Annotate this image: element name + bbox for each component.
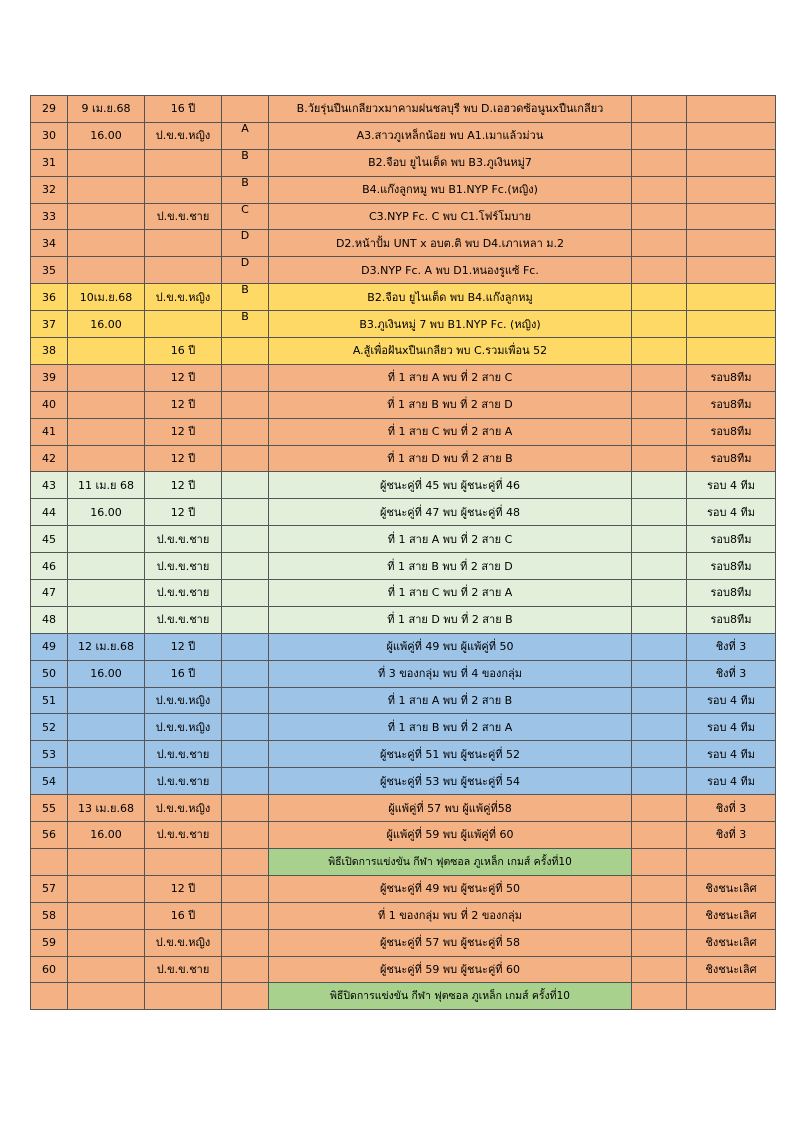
round-note-cell: ชิงที่ 3 <box>687 795 776 822</box>
category-cell: 12 ปี <box>145 633 222 660</box>
empty-cell <box>632 149 687 176</box>
date-cell <box>68 687 145 714</box>
match-number-cell: 50 <box>31 660 68 687</box>
round-note-cell: รอบ8ทีม <box>687 391 776 418</box>
match-number-cell: 30 <box>31 122 68 149</box>
empty-cell <box>632 553 687 580</box>
category-cell: ป.ข.ข.ชาย <box>145 526 222 553</box>
group-cell <box>222 338 269 365</box>
date-cell <box>68 714 145 741</box>
match-cell: ผู้แพ้คู่ที่ 49 พบ ผู้แพ้คู่ที่ 50 <box>269 633 632 660</box>
category-cell: ป.ข.ข.หญิง <box>145 687 222 714</box>
date-cell: 13 เม.ย.68 <box>68 795 145 822</box>
category-cell: ป.ข.ข.ชาย <box>145 768 222 795</box>
match-cell: ผู้ชนะคู่ที่ 59 พบ ผู้ชนะคู่ที่ 60 <box>269 956 632 983</box>
date-cell <box>68 875 145 902</box>
match-cell: B3.ภูเงินหมู่ 7 พบ B1.NYP Fc. (หญิง) <box>269 311 632 338</box>
category-cell <box>145 230 222 257</box>
table-row <box>31 149 776 176</box>
group-cell: B <box>222 284 269 311</box>
group-cell <box>222 741 269 768</box>
date-cell <box>68 526 145 553</box>
match-cell: พิธีเปิดการแข่งขัน กีฬา ฟุตซอล ภูเหล็ก เกมส์ ครั้งที่10 <box>269 848 632 875</box>
match-cell: ผู้ชนะคู่ที่ 53 พบ ผู้ชนะคู่ที่ 54 <box>269 768 632 795</box>
match-cell: A3.สาวภูเหล็กน้อย พบ A1.เมาแล้วม่วน <box>269 122 632 149</box>
round-note-cell: ชิงที่ 3 <box>687 822 776 849</box>
match-number-cell: 58 <box>31 902 68 929</box>
empty-cell <box>632 606 687 633</box>
match-cell: ที่ 3 ของกลุ่ม พบ ที่ 4 ของกลุ่ม <box>269 660 632 687</box>
round-note-cell: รอบ8ทีม <box>687 553 776 580</box>
match-number-cell: 51 <box>31 687 68 714</box>
date-cell: 10เม.ย.68 <box>68 284 145 311</box>
round-note-cell <box>687 257 776 284</box>
round-note-cell: รอบ8ทีม <box>687 445 776 472</box>
category-cell: ป.ข.ข.หญิง <box>145 284 222 311</box>
match-number-cell: 34 <box>31 230 68 257</box>
category-cell: ป.ข.ข.หญิง <box>145 795 222 822</box>
round-note-cell <box>687 848 776 875</box>
match-cell: B.วัยรุ่นปืนเกลียวxมาคามฝนชลบุรี พบ D.เอฮวดซ้อนูนxปืนเกลียว <box>269 96 632 123</box>
match-cell: A.สู้เพื่อฝันxปืนเกลียว พบ C.รวมเพื่อน 52 <box>269 338 632 365</box>
schedule-table <box>30 95 776 1010</box>
match-cell: ที่ 1 สาย D พบ ที่ 2 สาย B <box>269 445 632 472</box>
date-cell <box>68 149 145 176</box>
category-cell <box>145 149 222 176</box>
match-number-cell: 59 <box>31 929 68 956</box>
table-row <box>31 472 776 499</box>
table-row <box>31 822 776 849</box>
date-cell: 9 เม.ย.68 <box>68 96 145 123</box>
table-row <box>31 633 776 660</box>
round-note-cell: ชิงชนะเลิศ <box>687 875 776 902</box>
table-row <box>31 96 776 123</box>
group-cell <box>222 391 269 418</box>
match-cell: ผู้ชนะคู่ที่ 57 พบ ผู้ชนะคู่ที่ 58 <box>269 929 632 956</box>
round-note-cell: ชิงชนะเลิศ <box>687 956 776 983</box>
category-cell: 16 ปี <box>145 902 222 929</box>
round-note-cell: รอบ 4 ทีม <box>687 741 776 768</box>
round-note-cell: รอบ 4 ทีม <box>687 714 776 741</box>
group-cell <box>222 875 269 902</box>
group-cell <box>222 499 269 526</box>
category-cell: 12 ปี <box>145 499 222 526</box>
date-cell: 16.00 <box>68 122 145 149</box>
match-cell: C3.NYP Fc. C พบ C1.โฟร์โมบาย <box>269 203 632 230</box>
match-cell: ที่ 1 สาย B พบ ที่ 2 สาย D <box>269 391 632 418</box>
table-row <box>31 553 776 580</box>
empty-cell <box>632 526 687 553</box>
group-cell: B <box>222 176 269 203</box>
match-number-cell: 35 <box>31 257 68 284</box>
match-number-cell: 33 <box>31 203 68 230</box>
group-cell <box>222 633 269 660</box>
table-row <box>31 391 776 418</box>
round-note-cell: รอบ8ทีม <box>687 580 776 607</box>
date-cell <box>68 203 145 230</box>
match-cell: ที่ 1 สาย C พบ ที่ 2 สาย A <box>269 418 632 445</box>
match-number-cell: 48 <box>31 606 68 633</box>
group-cell <box>222 929 269 956</box>
category-cell: ป.ข.ข.ชาย <box>145 606 222 633</box>
category-cell: 12 ปี <box>145 364 222 391</box>
table-row <box>31 875 776 902</box>
round-note-cell: รอบ8ทีม <box>687 606 776 633</box>
empty-cell <box>632 687 687 714</box>
empty-cell <box>632 714 687 741</box>
category-cell: 16 ปี <box>145 96 222 123</box>
date-cell <box>68 902 145 929</box>
match-number-cell: 39 <box>31 364 68 391</box>
date-cell: 16.00 <box>68 311 145 338</box>
match-number-cell: 46 <box>31 553 68 580</box>
table-row <box>31 660 776 687</box>
table-row <box>31 902 776 929</box>
category-cell: 12 ปี <box>145 418 222 445</box>
category-cell: 12 ปี <box>145 875 222 902</box>
round-note-cell <box>687 176 776 203</box>
table-row <box>31 284 776 311</box>
group-cell <box>222 660 269 687</box>
group-cell: D <box>222 257 269 284</box>
match-number-cell: 56 <box>31 822 68 849</box>
table-row <box>31 364 776 391</box>
category-cell <box>145 311 222 338</box>
group-cell: C <box>222 203 269 230</box>
match-cell: ผู้ชนะคู่ที่ 51 พบ ผู้ชนะคู่ที่ 52 <box>269 741 632 768</box>
date-cell <box>68 929 145 956</box>
match-cell: พิธีปิดการแข่งขัน กีฬา ฟุตซอล ภูเหล็ก เกมส์ ครั้งที่10 <box>269 983 632 1010</box>
group-cell <box>222 902 269 929</box>
empty-cell <box>632 848 687 875</box>
ceremony-row <box>31 848 776 875</box>
table-row <box>31 445 776 472</box>
round-note-cell: รอบ 4 ทีม <box>687 499 776 526</box>
empty-cell <box>632 499 687 526</box>
date-cell: 16.00 <box>68 660 145 687</box>
round-note-cell <box>687 122 776 149</box>
round-note-cell <box>687 230 776 257</box>
empty-cell <box>632 983 687 1010</box>
match-cell: ที่ 1 สาย C พบ ที่ 2 สาย A <box>269 580 632 607</box>
table-row <box>31 499 776 526</box>
date-cell <box>68 956 145 983</box>
match-number-cell: 55 <box>31 795 68 822</box>
category-cell: 16 ปี <box>145 338 222 365</box>
date-cell <box>68 580 145 607</box>
empty-cell <box>632 176 687 203</box>
match-number-cell <box>31 983 68 1010</box>
round-note-cell <box>687 983 776 1010</box>
category-cell: ป.ข.ข.ชาย <box>145 956 222 983</box>
match-cell: ที่ 1 สาย A พบ ที่ 2 สาย C <box>269 526 632 553</box>
empty-cell <box>632 445 687 472</box>
date-cell <box>68 364 145 391</box>
group-cell <box>222 526 269 553</box>
table-row <box>31 580 776 607</box>
match-cell: ที่ 1 สาย A พบ ที่ 2 สาย C <box>269 364 632 391</box>
category-cell: ป.ข.ข.หญิง <box>145 122 222 149</box>
round-note-cell <box>687 149 776 176</box>
category-cell: ป.ข.ข.ชาย <box>145 203 222 230</box>
table-row <box>31 795 776 822</box>
date-cell <box>68 257 145 284</box>
match-cell: ผู้แพ้คู่ที่ 57 พบ ผู้แพ้คู่ที่58 <box>269 795 632 822</box>
match-number-cell: 41 <box>31 418 68 445</box>
empty-cell <box>632 96 687 123</box>
group-cell <box>222 472 269 499</box>
round-note-cell: ชิงที่ 3 <box>687 660 776 687</box>
empty-cell <box>632 391 687 418</box>
date-cell <box>68 741 145 768</box>
table-row <box>31 122 776 149</box>
group-cell <box>222 795 269 822</box>
group-cell <box>222 364 269 391</box>
match-cell: D3.NYP Fc. A พบ D1.หนองรูแซ้ Fc. <box>269 257 632 284</box>
match-number-cell: 38 <box>31 338 68 365</box>
match-cell: ผู้ชนะคู่ที่ 47 พบ ผู้ชนะคู่ที่ 48 <box>269 499 632 526</box>
table-row <box>31 768 776 795</box>
match-number-cell: 36 <box>31 284 68 311</box>
table-row <box>31 257 776 284</box>
round-note-cell: ชิงชนะเลิศ <box>687 929 776 956</box>
table-row <box>31 741 776 768</box>
date-cell <box>68 418 145 445</box>
round-note-cell <box>687 311 776 338</box>
category-cell: ป.ข.ข.ชาย <box>145 822 222 849</box>
group-cell <box>222 445 269 472</box>
empty-cell <box>632 795 687 822</box>
table-row <box>31 956 776 983</box>
category-cell <box>145 983 222 1010</box>
match-number-cell: 57 <box>31 875 68 902</box>
empty-cell <box>632 418 687 445</box>
category-cell: ป.ข.ข.หญิง <box>145 714 222 741</box>
date-cell: 16.00 <box>68 822 145 849</box>
schedule-body <box>31 96 776 1010</box>
round-note-cell: รอบ8ทีม <box>687 418 776 445</box>
match-cell: ที่ 1 ของกลุ่ม พบ ที่ 2 ของกลุ่ม <box>269 902 632 929</box>
empty-cell <box>632 472 687 499</box>
group-cell <box>222 553 269 580</box>
group-cell: B <box>222 311 269 338</box>
match-cell: D2.หน้าปั้ม UNT x อบต.ติ พบ D4.เภาเหลา ม.2 <box>269 230 632 257</box>
group-cell <box>222 96 269 123</box>
round-note-cell: รอบ 4 ทีม <box>687 687 776 714</box>
match-number-cell: 37 <box>31 311 68 338</box>
match-number-cell: 44 <box>31 499 68 526</box>
date-cell <box>68 338 145 365</box>
group-cell <box>222 768 269 795</box>
match-number-cell: 47 <box>31 580 68 607</box>
date-cell <box>68 445 145 472</box>
group-cell <box>222 687 269 714</box>
table-row <box>31 176 776 203</box>
table-row <box>31 929 776 956</box>
match-cell: ที่ 1 สาย B พบ ที่ 2 สาย A <box>269 714 632 741</box>
table-row <box>31 418 776 445</box>
group-cell: B <box>222 149 269 176</box>
empty-cell <box>632 230 687 257</box>
match-number-cell: 40 <box>31 391 68 418</box>
match-cell: ผู้แพ้คู่ที่ 59 พบ ผู้แพ้คู่ที่ 60 <box>269 822 632 849</box>
match-cell: B2.จือบ ยูไนเต็ด พบ B3.ภูเงินหมู่7 <box>269 149 632 176</box>
match-number-cell: 53 <box>31 741 68 768</box>
match-number-cell: 29 <box>31 96 68 123</box>
group-cell <box>222 848 269 875</box>
empty-cell <box>632 284 687 311</box>
date-cell <box>68 848 145 875</box>
group-cell <box>222 714 269 741</box>
empty-cell <box>632 741 687 768</box>
empty-cell <box>632 768 687 795</box>
date-cell <box>68 553 145 580</box>
table-row <box>31 230 776 257</box>
match-number-cell: 49 <box>31 633 68 660</box>
match-number-cell: 32 <box>31 176 68 203</box>
table-row <box>31 714 776 741</box>
group-cell: A <box>222 122 269 149</box>
empty-cell <box>632 633 687 660</box>
empty-cell <box>632 660 687 687</box>
date-cell <box>68 230 145 257</box>
group-cell <box>222 956 269 983</box>
match-cell: ผู้ชนะคู่ที่ 45 พบ ผู้ชนะคู่ที่ 46 <box>269 472 632 499</box>
category-cell: 12 ปี <box>145 391 222 418</box>
date-cell <box>68 391 145 418</box>
category-cell: 16 ปี <box>145 660 222 687</box>
empty-cell <box>632 902 687 929</box>
match-cell: ที่ 1 สาย D พบ ที่ 2 สาย B <box>269 606 632 633</box>
round-note-cell <box>687 96 776 123</box>
empty-cell <box>632 875 687 902</box>
table-row <box>31 203 776 230</box>
table-row <box>31 606 776 633</box>
table-row <box>31 687 776 714</box>
category-cell: ป.ข.ข.หญิง <box>145 929 222 956</box>
ceremony-row <box>31 983 776 1010</box>
category-cell <box>145 257 222 284</box>
date-cell <box>68 176 145 203</box>
match-cell: ผู้ชนะคู่ที่ 49 พบ ผู้ชนะคู่ที่ 50 <box>269 875 632 902</box>
match-number-cell: 60 <box>31 956 68 983</box>
date-cell: 11 เม.ย 68 <box>68 472 145 499</box>
category-cell: 12 ปี <box>145 472 222 499</box>
empty-cell <box>632 956 687 983</box>
group-cell: D <box>222 230 269 257</box>
match-number-cell: 43 <box>31 472 68 499</box>
match-number-cell: 31 <box>31 149 68 176</box>
empty-cell <box>632 257 687 284</box>
match-number-cell: 42 <box>31 445 68 472</box>
table-row <box>31 526 776 553</box>
round-note-cell <box>687 338 776 365</box>
table-row <box>31 311 776 338</box>
empty-cell <box>632 929 687 956</box>
round-note-cell: รอบ8ทีม <box>687 364 776 391</box>
date-cell: 12 เม.ย.68 <box>68 633 145 660</box>
empty-cell <box>632 580 687 607</box>
round-note-cell: รอบ 4 ทีม <box>687 768 776 795</box>
round-note-cell <box>687 284 776 311</box>
match-cell: B2.จือบ ยูไนเต็ด พบ B4.แก๊งลูกหมู <box>269 284 632 311</box>
empty-cell <box>632 822 687 849</box>
date-cell: 16.00 <box>68 499 145 526</box>
empty-cell <box>632 122 687 149</box>
date-cell <box>68 768 145 795</box>
category-cell: ป.ข.ข.ชาย <box>145 741 222 768</box>
category-cell: ป.ข.ข.ชาย <box>145 553 222 580</box>
group-cell <box>222 822 269 849</box>
empty-cell <box>632 203 687 230</box>
category-cell: 12 ปี <box>145 445 222 472</box>
match-number-cell: 45 <box>31 526 68 553</box>
category-cell: ป.ข.ข.ชาย <box>145 580 222 607</box>
table-row <box>31 338 776 365</box>
date-cell <box>68 983 145 1010</box>
empty-cell <box>632 364 687 391</box>
match-number-cell <box>31 848 68 875</box>
round-note-cell: ชิงที่ 3 <box>687 633 776 660</box>
date-cell <box>68 606 145 633</box>
round-note-cell: รอบ 4 ทีม <box>687 472 776 499</box>
round-note-cell <box>687 203 776 230</box>
match-number-cell: 52 <box>31 714 68 741</box>
match-cell: ที่ 1 สาย B พบ ที่ 2 สาย D <box>269 553 632 580</box>
category-cell <box>145 176 222 203</box>
group-cell <box>222 606 269 633</box>
match-cell: ที่ 1 สาย A พบ ที่ 2 สาย B <box>269 687 632 714</box>
empty-cell <box>632 311 687 338</box>
match-cell: B4.แก๊งลูกหมู พบ B1.NYP Fc.(หญิง) <box>269 176 632 203</box>
group-cell <box>222 983 269 1010</box>
round-note-cell: ชิงชนะเลิศ <box>687 902 776 929</box>
group-cell <box>222 418 269 445</box>
round-note-cell: รอบ8ทีม <box>687 526 776 553</box>
empty-cell <box>632 338 687 365</box>
match-number-cell: 54 <box>31 768 68 795</box>
category-cell <box>145 848 222 875</box>
group-cell <box>222 580 269 607</box>
